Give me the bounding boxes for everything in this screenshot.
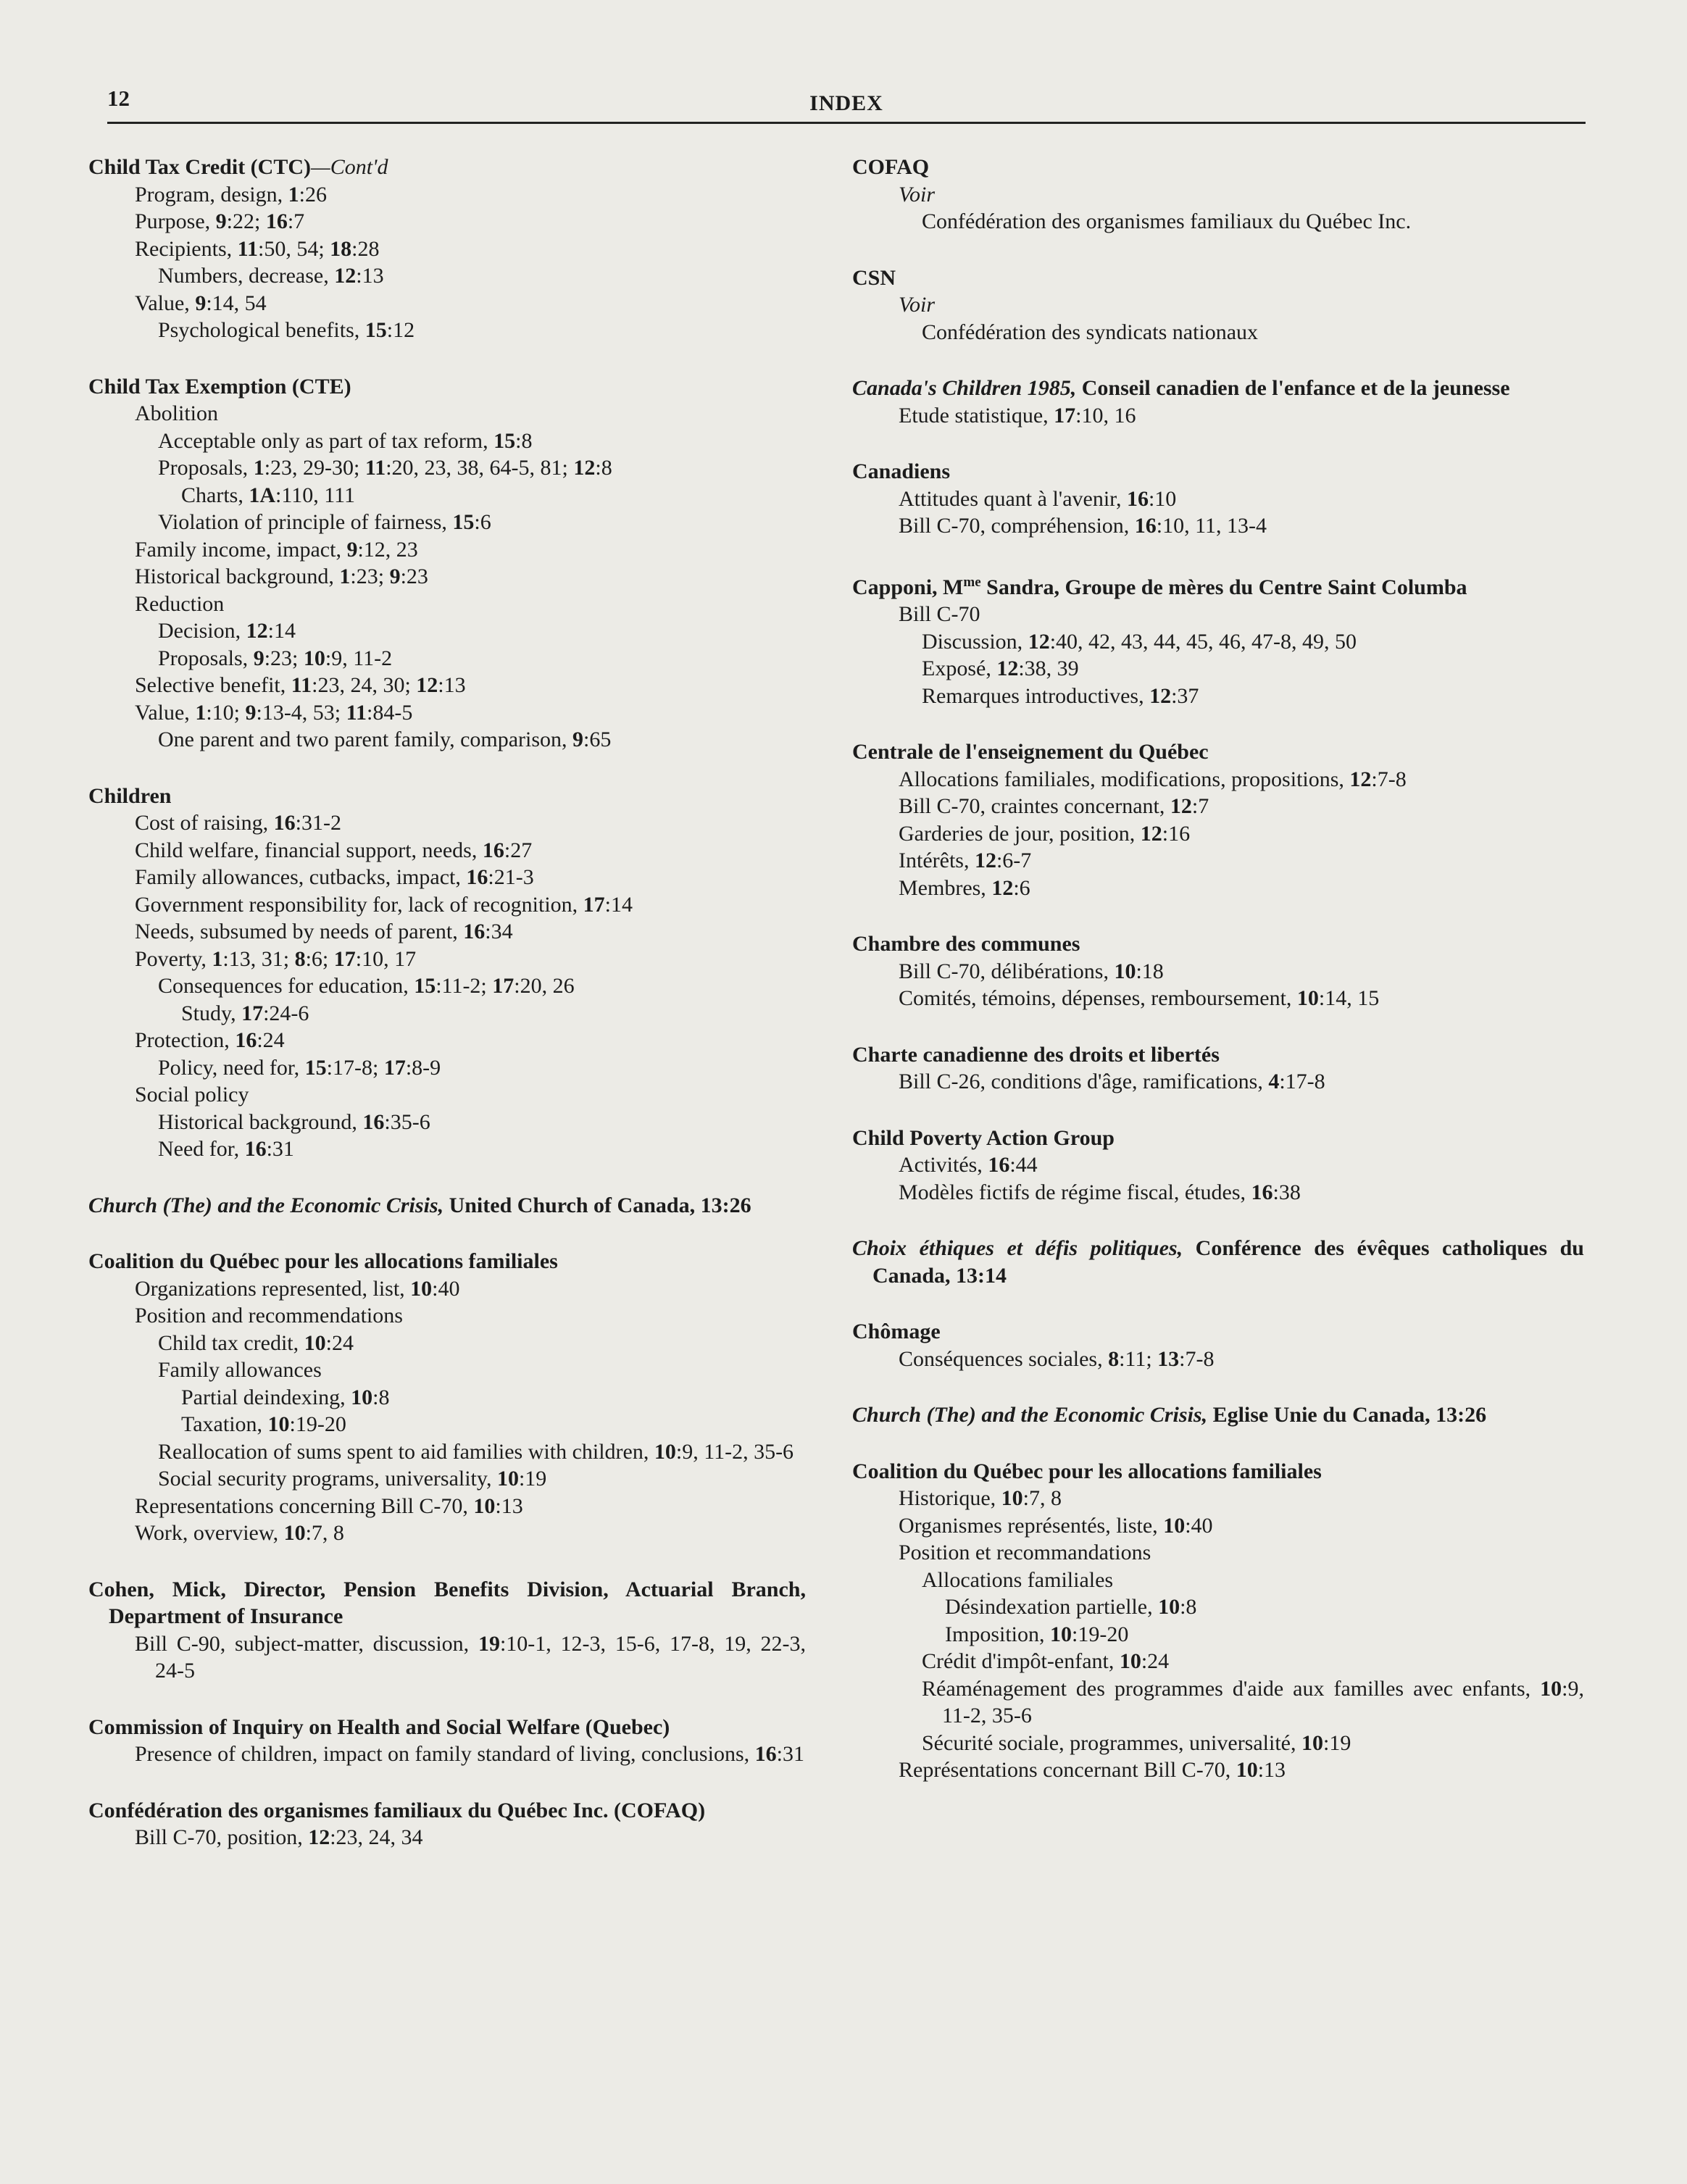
entry-heading: Child Poverty Action Group [852, 1125, 1115, 1150]
index-entry [88, 1797, 806, 1851]
page-number: 12 [107, 86, 130, 111]
entry-subheading: Discussion, 12:40, 42, 43, 44, 45, 46, 47-8, 49, 50 [922, 629, 1357, 654]
index-entry [852, 569, 1584, 710]
entry-subheading: Protection, 16:24 [135, 1028, 285, 1052]
entry-subheading: Reallocation of sums spent to aid families with children, 10:9, 11-2, 35-6 [158, 1439, 794, 1464]
entry-subheading: Organismes représentés, liste, 10:40 [899, 1513, 1213, 1538]
entry-subheading: Cost of raising, 16:31-2 [135, 811, 341, 835]
entry-subheading: Organizations represented, list, 10:40 [135, 1276, 460, 1301]
entry-subheading: Need for, 16:31 [158, 1137, 294, 1161]
index-entry [852, 458, 1584, 540]
entry-subheading: One parent and two parent family, comparison, 9:65 [158, 728, 612, 751]
index-entry [852, 375, 1584, 429]
entry-subheading: Family allowances [158, 1358, 322, 1382]
entry-subheading: Psychological benefits, 15:12 [158, 318, 415, 342]
entry-subheading: Decision, 12:14 [158, 619, 296, 643]
entry-subheading: Historique, 10:7, 8 [899, 1486, 1062, 1510]
entry-heading: Church (The) and the Economic Crisis, United Church of Canada, 13:26 [88, 1193, 751, 1217]
entry-heading: Chambre des communes [852, 932, 1080, 956]
entry-subheading: Social policy [135, 1083, 249, 1106]
index-entry [852, 264, 1584, 346]
entry-subheading: Policy, need for, 15:17-8; 17:8-9 [158, 1055, 441, 1080]
entry-subheading: Bill C-26, conditions d'âge, ramifications, 4:17-8 [899, 1070, 1325, 1093]
entry-heading: Choix éthiques et défis politiques, Conférence des évêques catholiques du Canada, 13:14 [852, 1236, 1584, 1288]
index-entry [852, 1401, 1584, 1429]
entry-subheading: Allocations familiales, modifications, propositions, 12:7-8 [899, 767, 1407, 791]
entry-subheading: Partial deindexing, 10:8 [181, 1385, 390, 1409]
entry-subheading: Abolition [135, 401, 219, 425]
entry-heading: Canada's Children 1985, Conseil canadien de l'enfance et de la jeunesse [852, 376, 1510, 400]
entry-subheading: Sécurité sociale, programmes, universalité, 10:19 [922, 1730, 1351, 1755]
entry-subheading: Représentations concernant Bill C-70, 10:13 [899, 1758, 1286, 1782]
entry-subheading: Réaménagement des programmes d'aide aux familles avec enfants, 10:9, 11-2, 35-6 [922, 1676, 1584, 1727]
entry-heading: Child Tax Credit (CTC)—Cont'd [88, 155, 388, 179]
entry-subheading: Work, overview, 10:7, 8 [135, 1521, 344, 1545]
entry-heading: Canadiens [852, 459, 951, 483]
entry-subheading: Charts, 1A:110, 111 [181, 483, 355, 507]
entry-subheading: Government responsibility for, lack of recognition, 17:14 [135, 892, 633, 917]
entry-heading: CSN [852, 265, 896, 290]
entry-subheading: Modèles fictifs de régime fiscal, études, 16:38 [899, 1180, 1301, 1204]
entry-subheading: Bill C-70, craintes concernant, 12:7 [899, 794, 1209, 818]
entry-subheading: Family income, impact, 9:12, 23 [135, 537, 418, 562]
entry-heading: Child Tax Exemption (CTE) [88, 374, 351, 399]
entry-subheading: Position et recommandations [899, 1541, 1151, 1564]
entry-subheading: Needs, subsumed by needs of parent, 16:34 [135, 920, 513, 943]
entry-subheading: Désindexation partielle, 10:8 [945, 1595, 1197, 1619]
entry-subheading: Representations concerning Bill C-70, 10:13 [135, 1493, 523, 1518]
entry-subheading: Garderies de jour, position, 12:16 [899, 821, 1191, 846]
index-entry [852, 1458, 1584, 1784]
page-header [107, 78, 1586, 124]
running-title: INDEX [809, 91, 883, 115]
entry-subheading: Child welfare, financial support, needs, 16:27 [135, 838, 533, 862]
index-entry [88, 1248, 806, 1547]
entry-subheading: Selective benefit, 11:23, 24, 30; 12:13 [135, 673, 466, 697]
left-column [88, 154, 806, 1880]
entry-subheading: Historical background, 1:23; 9:23 [135, 564, 428, 588]
entry-subheading: Reduction [135, 591, 225, 616]
see-reference: Voir [899, 293, 936, 317]
entry-subheading: Study, 17:24-6 [181, 1001, 309, 1025]
see-reference: Voir [899, 182, 936, 207]
entry-heading: Capponi, $M^{me}$ Sandra, Groupe de mères du Centre Saint Columba [852, 574, 1467, 599]
entry-subheading: Bill C-70, compréhension, 16:10, 11, 13-4 [899, 514, 1267, 538]
entry-subheading: Presence of children, impact on family standard of living, conclusions, 16:31 [135, 1742, 804, 1766]
entry-subheading: Exposé, 12:38, 39 [922, 657, 1079, 680]
entry-subheading: Etude statistique, 17:10, 16 [899, 403, 1136, 428]
entry-subheading: Purpose, 9:22; 16:7 [135, 209, 305, 233]
entry-subheading: Social security programs, universality, 10:19 [158, 1467, 547, 1491]
entry-subheading: Value, 9:14, 54 [135, 291, 267, 315]
entry-subheading: Remarques introductives, 12:37 [922, 683, 1199, 708]
entry-subheading: Acceptable only as part of tax reform, 15:8 [158, 428, 533, 453]
index-entry [88, 1714, 806, 1768]
entry-subheading: Attitudes quant à l'avenir, 16:10 [899, 486, 1177, 511]
index-entry [88, 154, 806, 344]
index-entry [852, 154, 1584, 236]
index-entry [88, 1192, 806, 1220]
entry-subheading: Recipients, 11:50, 54; 18:28 [135, 236, 380, 261]
entry-subheading: Intérêts, 12:6-7 [899, 849, 1032, 872]
entry-subheading: Conséquences sociales, 8:11; 13:7-8 [899, 1346, 1215, 1371]
entry-subheading: Consequences for education, 15:11-2; 17:20, 26 [158, 974, 575, 998]
index-entry [852, 1235, 1584, 1289]
entry-heading: Coalition du Québec pour les allocations familiales [88, 1249, 558, 1273]
entry-heading: Charte canadienne des droits et libertés [852, 1042, 1220, 1067]
entry-subheading: Membres, 12:6 [899, 875, 1030, 900]
index-entry [852, 1125, 1584, 1206]
entry-heading: Church (The) and the Economic Crisis, Eglise Unie du Canada, 13:26 [852, 1403, 1487, 1427]
entry-subheading: Confédération des organismes familiaux du Québec Inc. [922, 209, 1412, 233]
entry-heading: Commission of Inquiry on Health and Social Welfare (Quebec) [88, 1714, 670, 1739]
index-entry [852, 930, 1584, 1012]
entry-subheading: Comités, témoins, dépenses, remboursement, 10:14, 15 [899, 986, 1380, 1010]
entry-subheading: Numbers, decrease, 12:13 [158, 264, 384, 288]
entry-subheading: Family allowances, cutbacks, impact, 16:21-3 [135, 865, 534, 889]
entry-subheading: Program, design, 1:26 [135, 182, 327, 207]
index-entry [852, 1318, 1584, 1372]
entry-subheading: Historical background, 16:35-6 [158, 1109, 430, 1134]
entry-subheading: Bill C-90, subject-matter, discussion, 19:10-1, 12-3, 15-6, 17-8, 19, 22-3, 24-5 [135, 1631, 806, 1683]
index-entry [852, 1041, 1584, 1096]
entry-heading: Coalition du Québec pour les allocations familiales [852, 1459, 1322, 1483]
entry-subheading: Value, 1:10; 9:13-4, 53; 11:84-5 [135, 700, 413, 725]
entry-subheading: Poverty, 1:13, 31; 8:6; 17:10, 17 [135, 946, 417, 971]
entry-heading: COFAQ [852, 155, 930, 179]
entry-subheading: Bill C-70 [899, 602, 980, 626]
entry-subheading: Confédération des syndicats nationaux [922, 320, 1259, 344]
right-column [852, 154, 1584, 1813]
index-entry [88, 1576, 806, 1685]
entry-subheading: Child tax credit, 10:24 [158, 1330, 354, 1355]
entry-subheading: Bill C-70, position, 12:23, 24, 34 [135, 1825, 423, 1849]
entry-subheading: Proposals, 9:23; 10:9, 11-2 [158, 646, 393, 670]
entry-subheading: Proposals, 1:23, 29-30; 11:20, 23, 38, 64-5, 81; 12:8 [158, 456, 612, 480]
entry-subheading: Allocations familiales [922, 1567, 1114, 1592]
entry-heading: Chômage [852, 1320, 941, 1343]
index-entry [88, 373, 806, 754]
entry-heading: Cohen, Mick, Director, Pension Benefits Division, Actuarial Branch, Department of Insurance [88, 1577, 806, 1628]
entry-heading: Centrale de l'enseignement du Québec [852, 740, 1209, 764]
entry-subheading: Crédit d'impôt-enfant, 10:24 [922, 1649, 1170, 1673]
index-entry [88, 783, 806, 1163]
entry-subheading: Taxation, 10:19-20 [181, 1412, 346, 1436]
entry-heading: Confédération des organismes familiaux du Québec Inc. (COFAQ) [88, 1798, 706, 1822]
index-entry [852, 738, 1584, 901]
entry-subheading: Activités, 16:44 [899, 1153, 1038, 1177]
entry-subheading: Bill C-70, délibérations, 10:18 [899, 959, 1164, 983]
entry-heading: Children [88, 783, 172, 808]
entry-subheading: Violation of principle of fairness, 15:6 [158, 510, 491, 534]
entry-subheading: Imposition, 10:19-20 [945, 1622, 1129, 1646]
entry-subheading: Position and recommendations [135, 1304, 403, 1328]
